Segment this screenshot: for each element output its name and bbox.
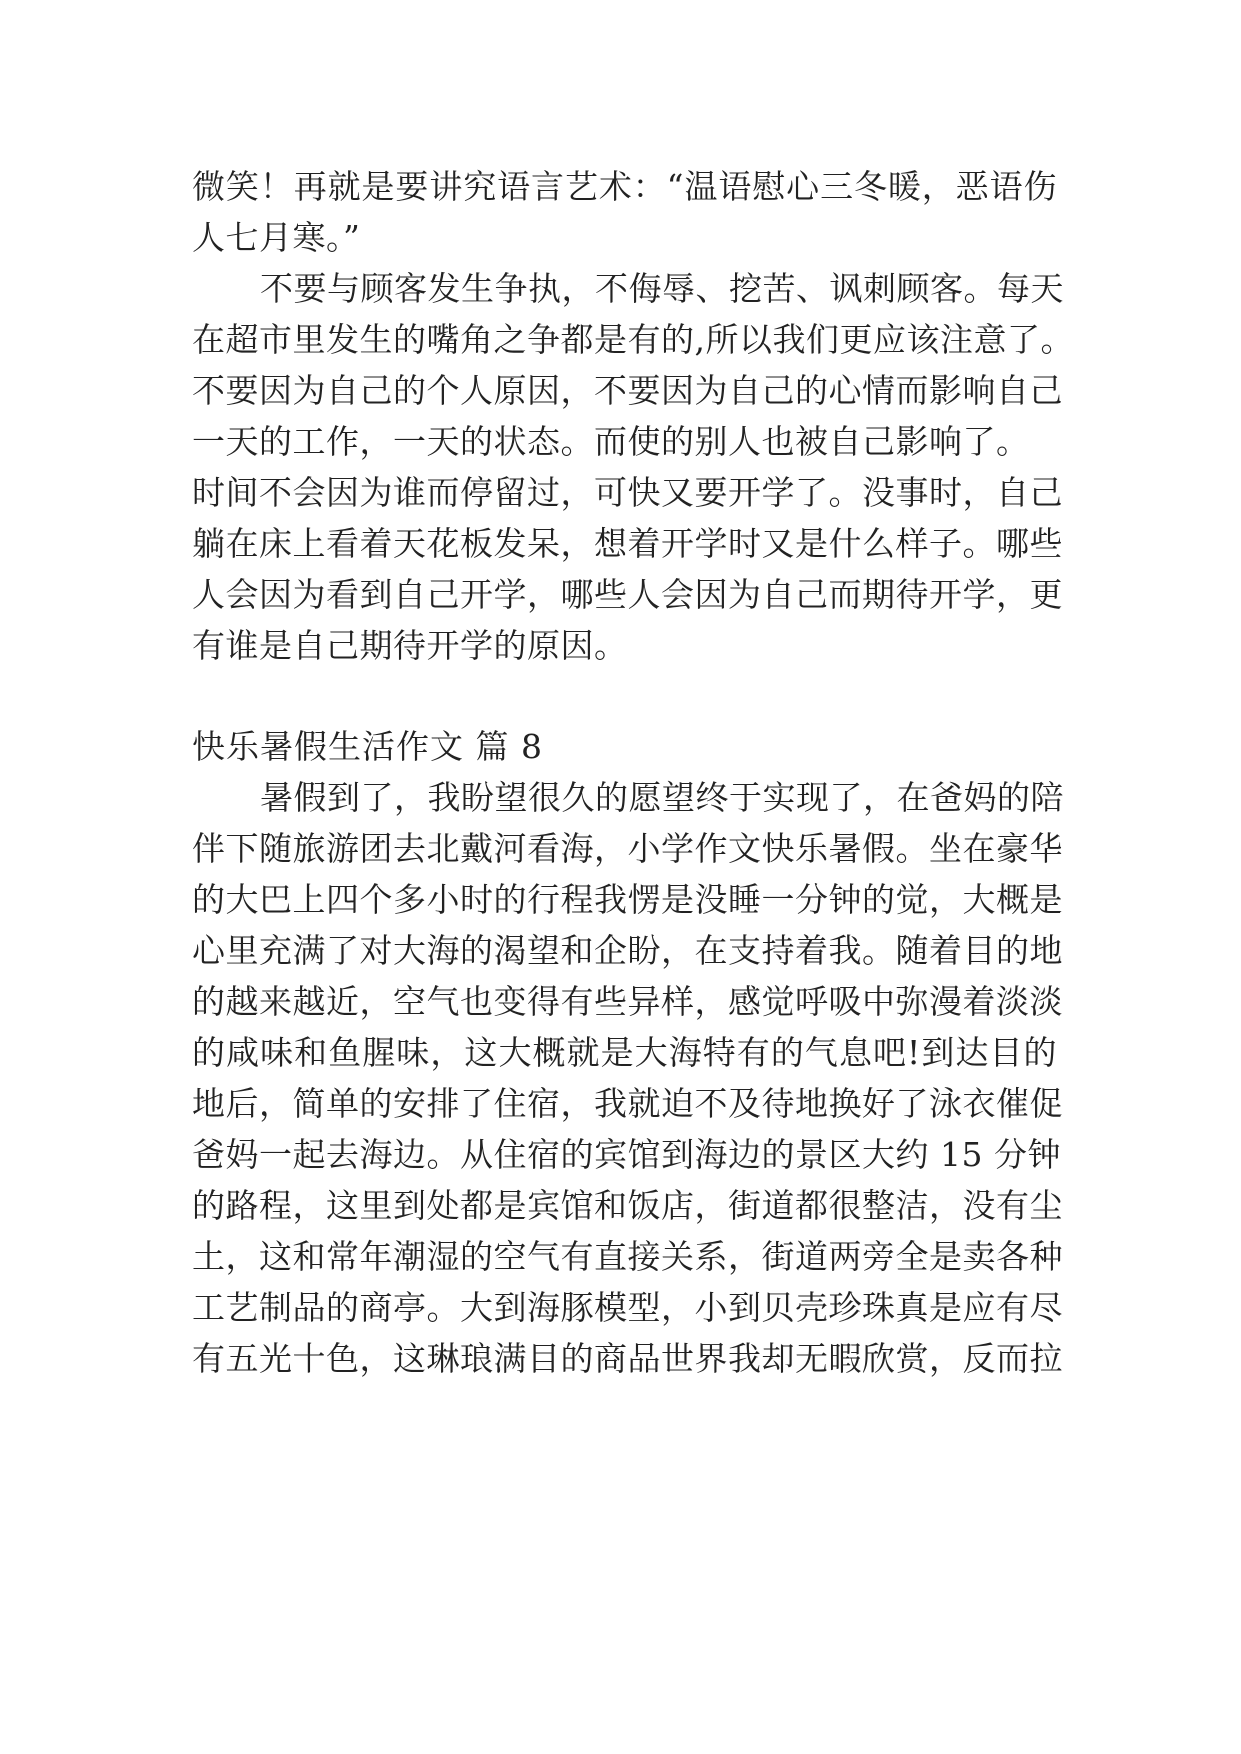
paragraph-first-line: 暑假到了，我盼望很久的愿望终于实现了，在爸妈的陪 bbox=[260, 778, 1064, 817]
text-line: 爸妈一起去海边。从住宿的宾馆到海边的景区大约 15 分钟 bbox=[192, 1135, 1061, 1174]
text-line: 躺在床上看着天花板发呆，想着开学时又是什么样子。哪些 bbox=[192, 524, 1063, 563]
text-line: 一天的工作，一天的状态。而使的别人也被自己影响了。 bbox=[192, 422, 1030, 461]
text-line: 人七月寒。” bbox=[192, 218, 361, 257]
text-line: 地后，简单的安排了住宿，我就迫不及待地换好了泳衣催促 bbox=[192, 1084, 1063, 1123]
text-line: 时间不会因为谁而停留过，可快又要开学了。没事时，自己 bbox=[192, 473, 1063, 512]
text-line: 的大巴上四个多小时的行程我愣是没睡一分钟的觉，大概是 bbox=[192, 880, 1063, 919]
text-line: 人会因为看到自己开学，哪些人会因为自己而期待开学，更 bbox=[192, 575, 1063, 614]
text-line: 微笑！再就是要讲究语言艺术：“温语慰心三冬暖，恶语伤 bbox=[192, 167, 1057, 206]
text-line: 工艺制品的商亭。大到海豚模型，小到贝壳珍珠真是应有尽 bbox=[192, 1288, 1063, 1327]
text-line: 的路程，这里到处都是宾馆和饭店，街道都很整洁，没有尘 bbox=[192, 1186, 1063, 1225]
text-line: 的越来越近，空气也变得有些异样，感觉呼吸中弥漫着淡淡 bbox=[192, 982, 1063, 1021]
text-line: 伴下随旅游团去北戴河看海，小学作文快乐暑假。坐在豪华 bbox=[192, 829, 1063, 868]
text-line: 有谁是自己期待开学的原因。 bbox=[192, 626, 628, 665]
section-heading: 快乐暑假生活作文 篇 8 bbox=[192, 727, 543, 766]
text-line: 有五光十色，这琳琅满目的商品世界我却无暇欣赏，反而拉 bbox=[192, 1339, 1063, 1378]
text-line: 的咸味和鱼腥味，这大概就是大海特有的气息吧!到达目的 bbox=[192, 1033, 1057, 1072]
text-line: 土，这和常年潮湿的空气有直接关系，街道两旁全是卖各种 bbox=[192, 1237, 1063, 1276]
paragraph-first-line: 不要与顾客发生争执，不侮辱、挖苦、讽刺顾客。每天 bbox=[260, 269, 1064, 308]
text-line: 心里充满了对大海的渴望和企盼，在支持着我。随着目的地 bbox=[192, 931, 1063, 970]
text-line: 在超市里发生的嘴角之争都是有的,所以我们更应该注意了。 bbox=[192, 320, 1074, 359]
text-line: 不要因为自己的个人原因，不要因为自己的心情而影响自己 bbox=[192, 371, 1063, 410]
